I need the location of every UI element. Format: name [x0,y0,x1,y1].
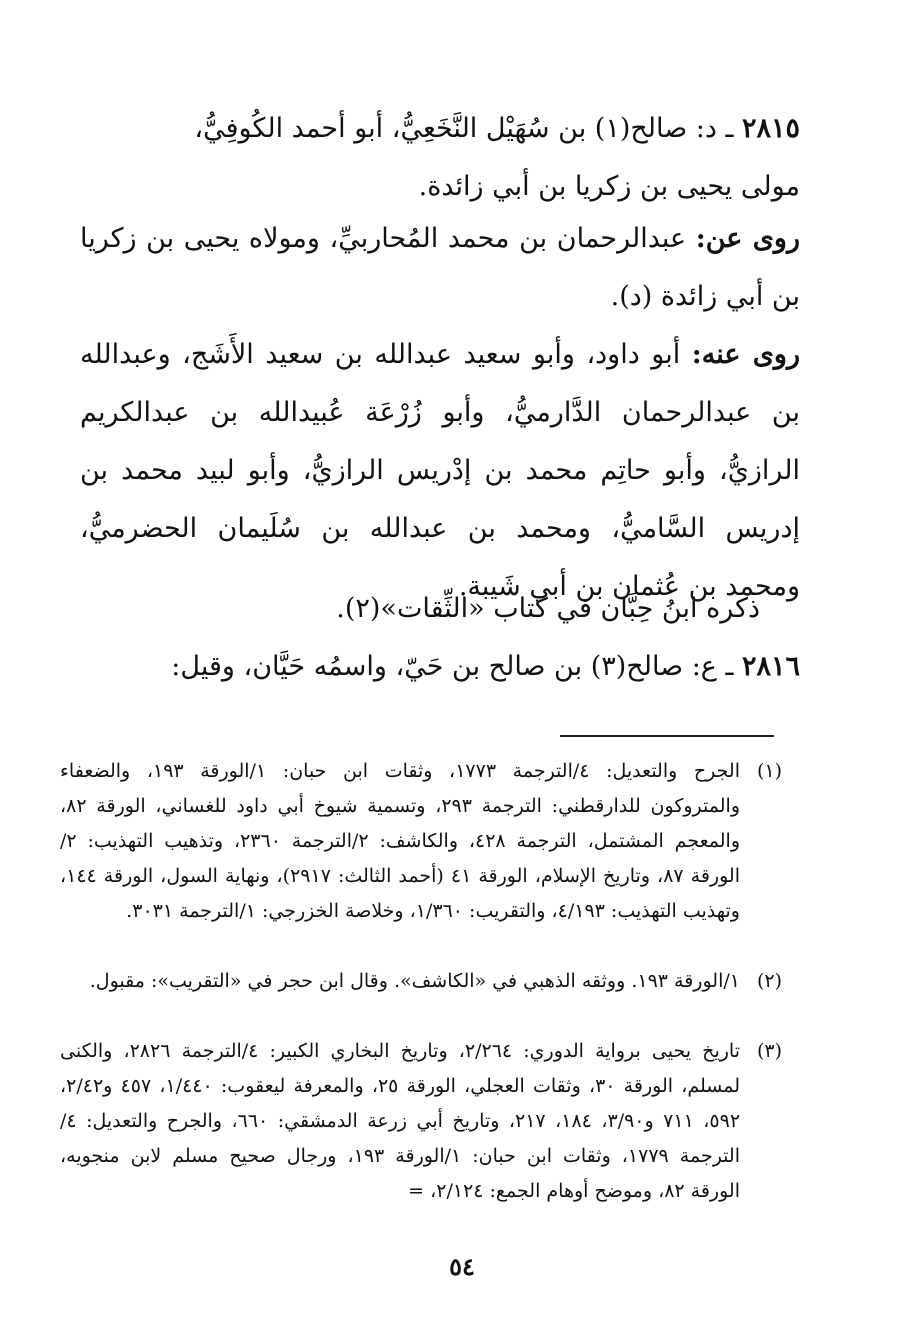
footnote-text: الجرح والتعديل: ٤/الترجمة ١٧٧٣، وثقات ابن حبان: ١/الورقة ١٩٣، والضعفاء والمتروكون للدارقطني: الترجمة ٢٩٣، وتسمية شيوخ أبي داود للغساني، الورقة ٨٢، والمعجم المشتمل، الترجمة ٤٢٨، والكاشف: ٢/الترجمة ٢٣٦٠، وتذهيب التهذيب: ٢/الورقة ٨٧، وتاريخ الإسلام، الورقة ٤١ (أحمد الثالث: ٢٩١٧)، ونهاية السول، الورقة ١٤٤، وتهذيب التهذيب: ٤/١٩٣، والتقريب: ١/٣٦٠، وخلاصة الخزرجي: ١/الترجمة ٣٠٣١. [60,760,740,922]
narrated-from-text: عبدالرحمان بن محمد المُحاربيِّ، ومولاه يحيى بن زكريا بن أبي زائدة (د). [80,223,800,312]
page-number: ٥٤ [449,1252,475,1281]
footnote-text: تاريخ يحيى برواية الدوري: ٢/٢٦٤، وتاريخ البخاري الكبير: ٤/الترجمة ٢٨٢٦، والكنى لمسلم، الورقة ٣٠، وثقات العجلي، الورقة ٢٥، والمعرفة ليعقوب: ١/٤٤٠، ٤٥٧ و٢/٤٢، ٥٩٢، ٧١١ و٣/٩٠، ١٨٤، ٢١٧، وتاريخ أبي زرعة الدمشقي: ٦٦٠، والجرح والتعديل: ٤/الترجمة ١٧٧٩، وثقات ابن حبان: ١/الورقة ١٩٣، ورجال صحيح مسلم لابن منجويه، الورقة ٨٢، وموضح أوهام الجمع: ٢/١٢٤، = [60,1040,741,1202]
ibn-hibban-text: ذكره ابنُ حِبَّان في كتاب «الثِّقات»(٢). [336,593,760,624]
entry-number-2816: ٢٨١٦ [741,651,800,682]
narrated-from-label: روى عن: [695,223,801,254]
entry-text-line2: مولى يحيى بن زكريا بن أبي زائدة. [418,171,800,202]
footnote-number: (١) [756,760,782,782]
entry-2816 [80,638,800,696]
narrated-by-label: روى عنه: [691,339,800,370]
entry-text-line1: ـ د: صالح(١) بن سُهَيْل النَّخَعِيُّ، أبو أحمد الكُوفِيُّ، [194,113,734,144]
footnote-number: (٣) [756,1040,782,1062]
narrated-by-text: أبو داود، وأبو سعيد عبدالله بن سعيد الأَشَج، وعبدالله بن عبدالرحمان الدَّارميُّ، وأبو زُرْعَة عُبيدالله بن عبدالكريم الرازيُّ، وأبو حاتِم محمد بن إدْريس الرازيُّ، وأبو لبيد محمد بن إدريس السَّاميُّ، ومحمد بن عبدالله بن سُلَيمان الحضرميُّ، ومحمد بن عُثمان بن أبي شَيبة. [80,339,800,602]
narrated-by-paragraph [80,326,800,616]
entry-2816-text: ـ ع: صالح(٣) بن صالح بن حَيّ، واسمُه حَيَّان، وقيل: [171,651,734,682]
footnote-3 [60,1034,782,1209]
footnote-1 [60,754,782,929]
narrated-from-paragraph [80,210,800,326]
footnote-2 [60,964,782,999]
footnote-separator [560,735,774,737]
entry-number: ٢٨١٥ [741,113,800,144]
ibn-hibban-mention [80,580,800,638]
footnote-number: (٢) [756,970,782,992]
footnote-text: ١/الورقة ١٩٣. ووثقه الذهبي في «الكاشف». وقال ابن حجر في «التقريب»: مقبول. [89,970,740,992]
entry-2815 [80,100,800,216]
